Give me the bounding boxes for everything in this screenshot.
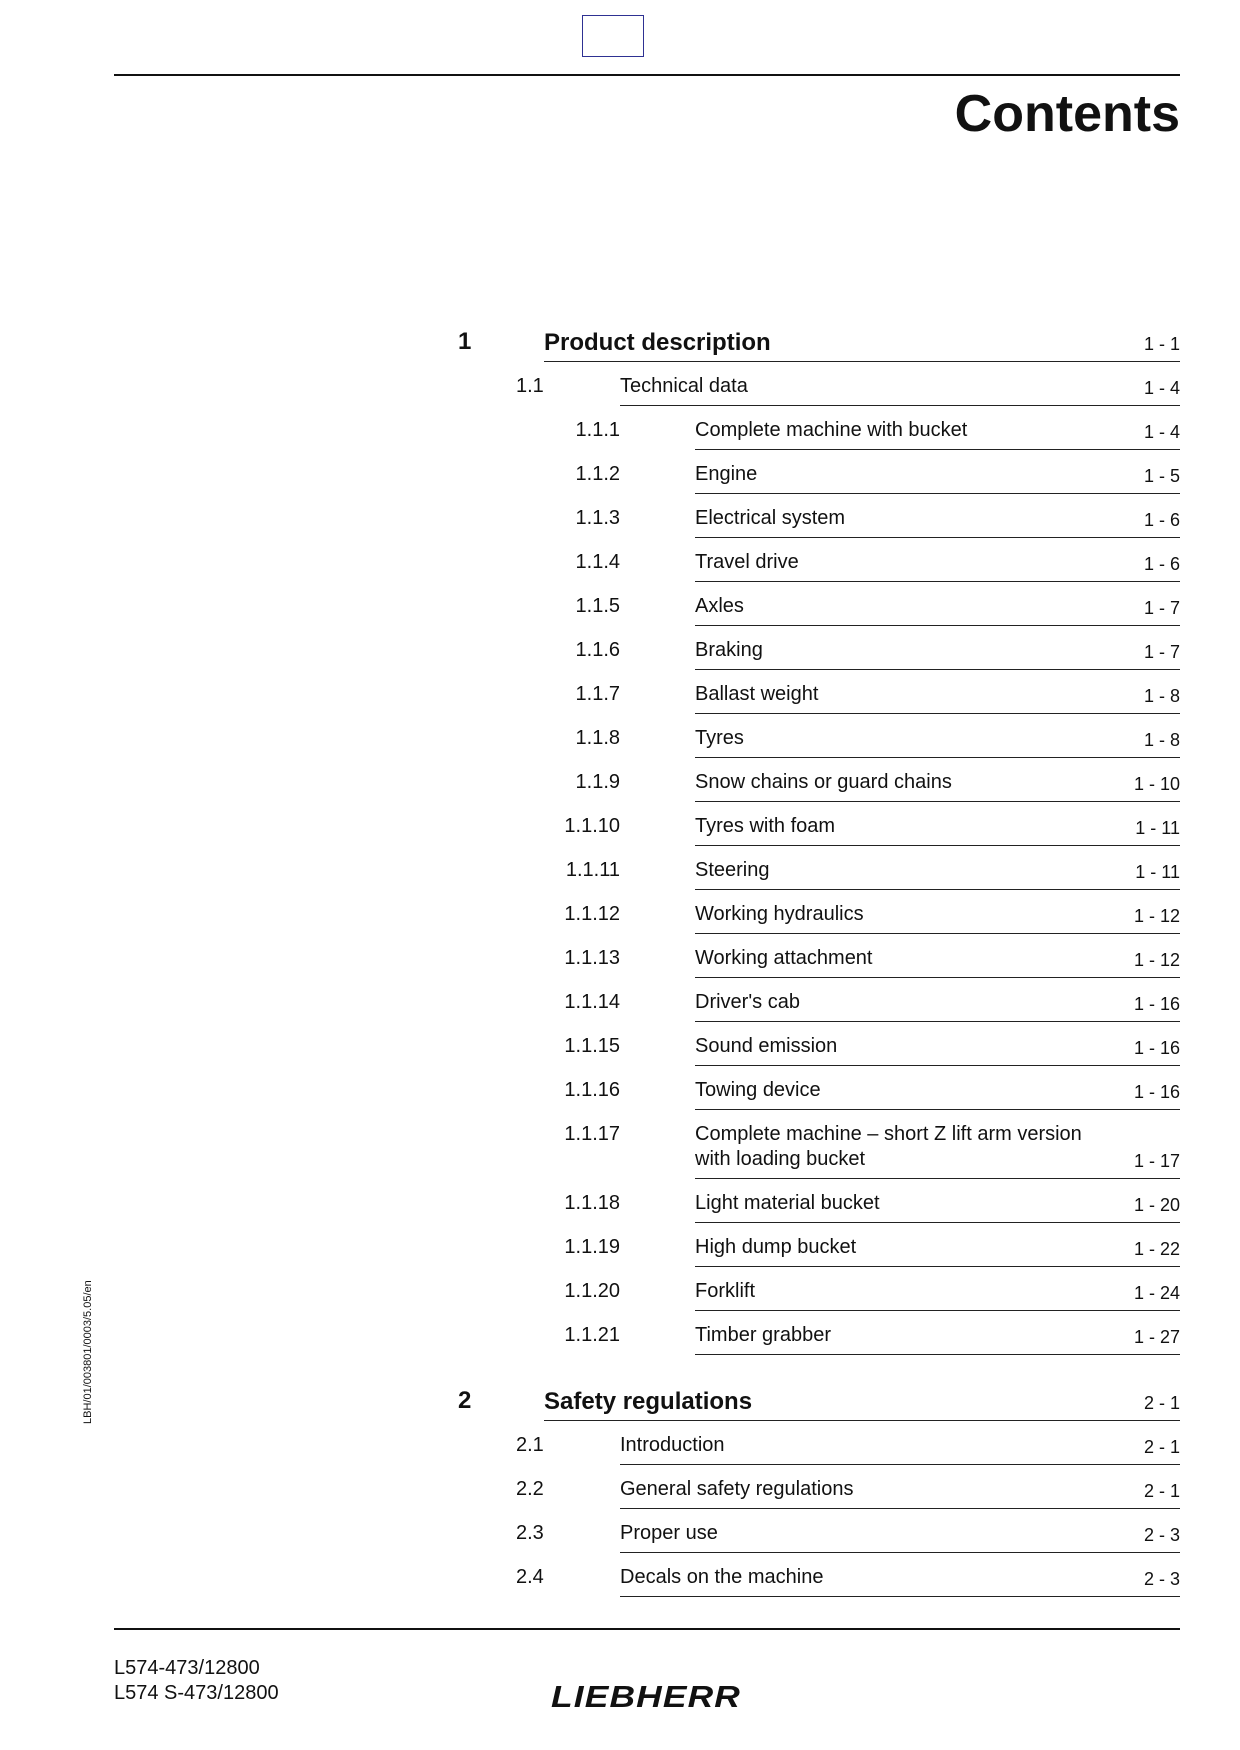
toc-underline — [695, 757, 1180, 758]
toc-title: Engine — [695, 463, 758, 485]
toc-underline — [695, 713, 1180, 714]
toc-underline — [620, 405, 1180, 406]
toc-title: Electrical system — [695, 507, 846, 529]
toc-page-number: 1 - 16 — [1133, 1038, 1180, 1058]
toc-entry[interactable] — [0, 374, 1240, 414]
toc-underline — [695, 845, 1180, 846]
toc-title: Product description — [544, 329, 771, 356]
toc-underline — [695, 1109, 1180, 1110]
toc-underline — [695, 801, 1180, 802]
toc-number: 1.1.20 — [564, 1280, 620, 1302]
toc-entry[interactable] — [0, 770, 1240, 810]
toc-entry[interactable] — [0, 1323, 1240, 1363]
toc-number: 2.1 — [516, 1434, 544, 1456]
toc-number: 2.2 — [516, 1478, 544, 1500]
toc-entry[interactable] — [0, 1122, 1240, 1171]
toc-underline — [620, 1552, 1180, 1553]
toc-title-continued: with loading bucket — [695, 1148, 866, 1170]
toc-underline — [620, 1508, 1180, 1509]
toc-entry[interactable] — [0, 682, 1240, 722]
toc-title: Forklift — [695, 1280, 755, 1302]
footer-rule — [114, 1628, 1180, 1630]
toc-underline — [620, 1464, 1180, 1465]
toc-title: Decals on the machine — [620, 1566, 824, 1588]
toc-page-number: 1 - 17 — [1133, 1151, 1180, 1171]
toc-underline — [544, 361, 1180, 362]
toc-title: Proper use — [620, 1522, 718, 1544]
toc-number: 1.1.1 — [575, 419, 620, 441]
toc-entry[interactable] — [0, 1477, 1240, 1517]
toc-entry[interactable] — [0, 418, 1240, 458]
toc-entry[interactable] — [0, 726, 1240, 766]
toc-number: 1.1.21 — [564, 1324, 620, 1346]
toc-number: 1.1.13 — [564, 947, 620, 969]
toc-title: Driver's cab — [695, 991, 800, 1013]
toc-entry[interactable] — [0, 594, 1240, 634]
document-code: LBH/01/003801/0003/5.05/en — [82, 1280, 94, 1424]
toc-page-number: 1 - 16 — [1133, 994, 1180, 1014]
toc-title: Timber grabber — [695, 1324, 831, 1346]
header-page-box — [582, 15, 644, 57]
toc-entry[interactable] — [0, 550, 1240, 590]
toc-title: Towing device — [695, 1079, 821, 1101]
toc-number: 1.1.3 — [575, 507, 620, 529]
toc-page-number: 1 - 10 — [1133, 774, 1180, 794]
toc-title: Snow chains or guard chains — [695, 771, 952, 793]
toc-title: Light material bucket — [695, 1192, 880, 1214]
toc-entry[interactable] — [0, 1433, 1240, 1473]
toc-number: 1.1.15 — [564, 1035, 620, 1057]
toc-page-number: 2 - 3 — [1143, 1525, 1180, 1545]
toc-title: Travel drive — [695, 551, 799, 573]
toc-title: Complete machine with bucket — [695, 419, 968, 441]
toc-entry[interactable] — [0, 1235, 1240, 1275]
svg-text:LIEBHERR: LIEBHERR — [551, 1681, 741, 1711]
toc-page-number: 2 - 3 — [1143, 1569, 1180, 1589]
toc-entry[interactable] — [0, 506, 1240, 546]
toc-underline — [695, 1354, 1180, 1355]
toc-entry[interactable] — [0, 990, 1240, 1030]
liebherr-logo — [548, 1681, 744, 1711]
toc-entry[interactable] — [0, 1565, 1240, 1605]
toc-page-number: 2 - 1 — [1143, 1437, 1180, 1457]
toc-number: 2.3 — [516, 1522, 544, 1544]
toc-number: 1.1.18 — [564, 1192, 620, 1214]
toc-underline — [695, 977, 1180, 978]
toc-number: 1.1.6 — [575, 639, 620, 661]
toc-page-number: 1 - 6 — [1143, 510, 1180, 530]
toc-underline — [695, 1266, 1180, 1267]
toc-number: 1.1.11 — [565, 859, 620, 881]
toc-title: Complete machine – short Z lift arm version — [695, 1123, 1082, 1145]
toc-entry[interactable] — [0, 902, 1240, 942]
toc-title: Steering — [695, 859, 770, 881]
toc-page-number: 1 - 12 — [1133, 950, 1180, 970]
toc-number: 1.1.10 — [564, 815, 620, 837]
toc-page-number: 1 - 12 — [1133, 906, 1180, 926]
toc-underline — [695, 1310, 1180, 1311]
toc-entry[interactable] — [0, 1034, 1240, 1074]
toc-underline — [695, 1021, 1180, 1022]
toc-number: 1.1.14 — [564, 991, 620, 1013]
toc-title: Ballast weight — [695, 683, 819, 705]
toc-entry[interactable] — [0, 1279, 1240, 1319]
footer-model-2: L574 S-473/12800 — [114, 1682, 279, 1704]
toc-number: 1.1.5 — [575, 595, 620, 617]
toc-entry[interactable] — [0, 1191, 1240, 1231]
toc-underline — [620, 1596, 1180, 1597]
toc-title: Tyres with foam — [695, 815, 836, 837]
toc-number: 2.4 — [516, 1566, 544, 1588]
toc-page-number: 1 - 5 — [1143, 466, 1180, 486]
toc-page-number: 1 - 8 — [1143, 730, 1180, 750]
toc-page-number: 2 - 1 — [1143, 1393, 1180, 1413]
toc-entry[interactable] — [0, 638, 1240, 678]
page-title: Contents — [954, 85, 1180, 143]
toc-underline — [695, 889, 1180, 890]
toc-number: 1 — [458, 328, 472, 355]
toc-title: Technical data — [620, 375, 748, 397]
toc-underline — [695, 669, 1180, 670]
toc-underline — [695, 1178, 1180, 1179]
toc-page-number: 1 - 1 — [1143, 334, 1180, 354]
toc-page-number: 1 - 11 — [1135, 862, 1180, 882]
toc-page-number: 1 - 20 — [1133, 1195, 1180, 1215]
toc-title: General safety regulations — [620, 1478, 854, 1500]
toc-number: 1.1.16 — [564, 1079, 620, 1101]
toc-underline — [695, 625, 1180, 626]
toc-title: Safety regulations — [544, 1388, 753, 1415]
toc-title: Sound emission — [695, 1035, 838, 1057]
toc-entry[interactable] — [0, 462, 1240, 502]
toc-page-number: 2 - 1 — [1143, 1481, 1180, 1501]
header-rule — [114, 74, 1180, 76]
toc-page-number: 1 - 27 — [1133, 1327, 1180, 1347]
toc-title: High dump bucket — [695, 1236, 857, 1258]
toc-page-number: 1 - 22 — [1133, 1239, 1180, 1259]
footer-model-1: L574-473/12800 — [114, 1657, 260, 1679]
toc-underline — [695, 581, 1180, 582]
toc-entry[interactable] — [0, 1521, 1240, 1561]
toc-underline — [695, 493, 1180, 494]
toc-number: 1.1.4 — [575, 551, 620, 573]
toc-page-number: 1 - 11 — [1135, 818, 1180, 838]
toc-entry[interactable] — [0, 858, 1240, 898]
toc-title: Introduction — [620, 1434, 725, 1456]
toc-page-number: 1 - 7 — [1143, 598, 1180, 618]
toc-page-number: 1 - 7 — [1143, 642, 1180, 662]
toc-underline — [695, 449, 1180, 450]
toc-number: 1.1.2 — [575, 463, 620, 485]
toc-number: 1.1.8 — [575, 727, 620, 749]
toc-number: 1.1 — [516, 375, 544, 397]
toc-number: 1.1.12 — [564, 903, 620, 925]
toc-underline — [544, 1420, 1180, 1421]
toc-entry[interactable] — [0, 1389, 1240, 1429]
toc-page-number: 1 - 8 — [1143, 686, 1180, 706]
toc-page-number: 1 - 4 — [1143, 422, 1180, 442]
toc-title: Tyres — [695, 727, 744, 749]
toc-number: 1.1.19 — [564, 1236, 620, 1258]
toc-underline — [695, 537, 1180, 538]
toc-entry[interactable] — [0, 330, 1240, 370]
toc-number: 1.1.7 — [575, 683, 620, 705]
toc-entry[interactable] — [0, 1078, 1240, 1118]
toc-page-number: 1 - 24 — [1133, 1283, 1180, 1303]
toc-number: 1.1.9 — [575, 771, 620, 793]
toc-entry[interactable] — [0, 814, 1240, 854]
toc-title: Axles — [695, 595, 744, 617]
toc-number: 2 — [458, 1387, 472, 1414]
toc-title: Working hydraulics — [695, 903, 864, 925]
toc-underline — [695, 1222, 1180, 1223]
toc-entry[interactable] — [0, 946, 1240, 986]
toc-title: Braking — [695, 639, 763, 661]
toc-title: Working attachment — [695, 947, 873, 969]
toc-page-number: 1 - 6 — [1143, 554, 1180, 574]
toc-number: 1.1.17 — [564, 1123, 620, 1145]
toc-underline — [695, 933, 1180, 934]
toc-page-number: 1 - 4 — [1143, 378, 1180, 398]
toc-page-number: 1 - 16 — [1133, 1082, 1180, 1102]
toc-underline — [695, 1065, 1180, 1066]
